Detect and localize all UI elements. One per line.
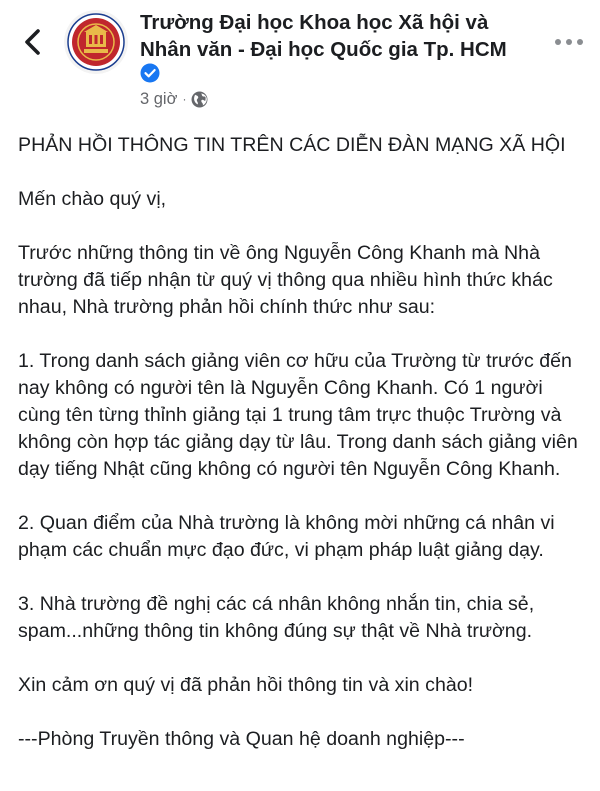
post-point-1: 1. Trong danh sách giảng viên cơ hữu của Trường từ trước đến nay không có người tên là Nguyễn Công Khanh. Có 1 người cùng tên từng thỉnh giảng tại 1 trung tâm trực thuộc Trường và không còn hợp tác giảng dạy từ lâu. Trong danh sách giảng viên dạy tiếng Nhật cũng không có người tên Nguyễn Công Khanh. <box>18 350 578 480</box>
back-button[interactable] <box>16 22 50 62</box>
university-logo-icon <box>64 10 128 74</box>
chevron-left-icon <box>22 27 44 57</box>
verified-badge-icon <box>140 63 160 83</box>
post-greeting: Mến chào quý vị, <box>18 188 167 210</box>
post-point-2: 2. Quan điểm của Nhà trường là không mời những cá nhân vi phạm các chuẩn mực đạo đức, vi phạm pháp luật giảng dạy. <box>18 512 555 561</box>
post-content <box>18 132 590 753</box>
post-title: PHẢN HỒI THÔNG TIN TRÊN CÁC DIỄN ĐÀN MẠNG XÃ HỘI <box>18 134 566 156</box>
post-intro-paragraph: Trước những thông tin về ông Nguyễn Công Khanh mà Nhà trường đã tiếp nhận từ quý vị thông qua nhiều hình thức khác nhau, Nhà trường phản hồi chính thức như sau: <box>18 242 553 318</box>
post-closing: Xin cảm ơn quý vị đã phản hồi thông tin và xin chào! <box>18 674 474 696</box>
post-signoff: ---Phòng Truyền thông và Quan hệ doanh nghiệp--- <box>18 728 465 750</box>
globe-icon <box>191 91 208 108</box>
post-header <box>0 0 600 120</box>
more-dots-icon <box>554 38 584 46</box>
meta-separator: · <box>182 92 187 106</box>
post-meta <box>140 88 208 110</box>
avatar[interactable] <box>64 10 128 74</box>
page-name-link[interactable]: Trường Đại học Khoa học Xã hội và Nhân văn - Đại học Quốc gia Tp. HCM <box>140 11 507 61</box>
more-options-button[interactable] <box>552 22 586 62</box>
post-point-3: 3. Nhà trường đề nghị các cá nhân không nhắn tin, chia sẻ, spam...những thông tin không đúng sự thật về Nhà trường. <box>18 593 535 642</box>
post-timestamp[interactable]: 3 giờ <box>140 89 178 108</box>
